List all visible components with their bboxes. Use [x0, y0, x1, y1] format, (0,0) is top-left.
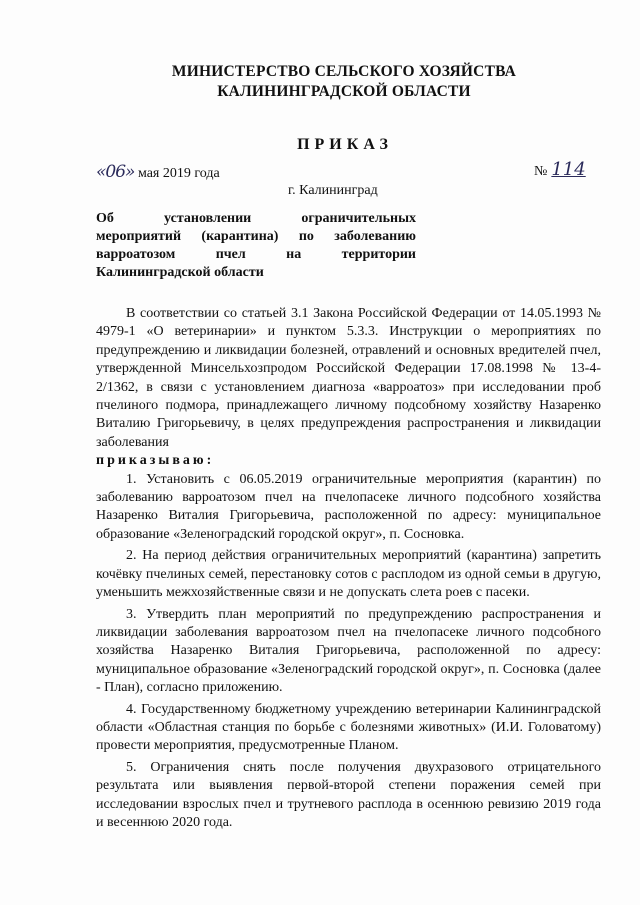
date-open-quote: «	[96, 162, 106, 182]
order-number	[534, 160, 586, 182]
date-month-year: мая 2019 года	[134, 166, 220, 181]
order-city: г. Калининград	[288, 183, 378, 198]
item-4: 4. Государственному бюджетному учреждению ветеринарии Калининградской области «Областная станция по борьбе с болезнями животных» (И.И. Головатому) провести мероприятия, предусмотренные Планом.	[96, 701, 601, 754]
decree-word: приказываю:	[96, 453, 215, 469]
number-value-handwritten: 114	[551, 159, 586, 180]
item-3: 3. Утвердить план мероприятий по предупреждению распространения и ликвидации заболевания варроатозом пчел на пчелопасеке личного подсобного хозяйства Назаренко Виталия Григорьевича, расположенной по адресу: муниципальное образование «Зеленоградский городской округ», п. Сосновка (далее - План), согласно приложению.	[96, 606, 601, 696]
date-close-quote: »	[125, 162, 135, 182]
ministry-header	[0, 62, 640, 102]
item-5: 5. Ограничения снять после получения двухразового отрицательного результата или выявления первой-второй степени поражения семей при исследовании взрослых пчел и трутневого расплода в осеннюю ревизию 2019 года и весеннюю 2020 года.	[96, 759, 601, 830]
date-day-handwritten: 06	[105, 162, 126, 182]
subject-line-2: мероприятий (карантина) по заболеванию	[96, 229, 416, 244]
order-subject	[96, 210, 416, 282]
order-title: ПРИКАЗ	[297, 136, 393, 153]
subject-line-3: варроатозом пчел на территории	[96, 247, 416, 262]
ministry-header-line-1: МИНИСТЕРСТВО СЕЛЬСКОГО ХОЗЯЙСТВА	[171, 63, 517, 80]
number-label: №	[534, 164, 548, 179]
subject-line-4: Калининградской области	[96, 265, 264, 280]
item-1: 1. Установить с 06.05.2019 ограничительные мероприятия (карантин) по заболеванию варроатозом пчел на пчелопасеке личного подсобного хозяйства Назаренко Виталия Григорьевича, расположенной по адресу: муниципальное образование «Зеленоградский городской округ», п. Сосновка.	[96, 471, 601, 542]
item-2: 2. На период действия ограничительных мероприятий (карантина) запретить кочёвку пчелиных семей, перестановку сотов с расплодом из одной семьи в другую, уменьшить межхозяйственные связи и не допускать слета роев с пасеки.	[96, 548, 601, 601]
order-date	[96, 163, 220, 183]
order-body	[96, 305, 601, 832]
ministry-header-line-2: КАЛИНИНГРАДСКОЙ ОБЛАСТИ	[217, 83, 471, 100]
subject-line-1: Об установлении ограничительных	[96, 211, 416, 226]
preamble-paragraph: В соответствии со статьей 3.1 Закона Российской Федерации от 14.05.1993 № 4979-1 «О ветеринарии» и пунктом 5.3.3. Инструкции о мероприятиях по предупреждению и ликвидации болезней, отравлений и основных вредителей пчел, утвержденной Минсельхозпродом Российской Федерации 17.08.1998 № 13-4-2/1362, в связи с установлением диагноза «варроатоз» при исследовании проб пчелиного подмора, принадлежащего личному подсобному хозяйству Назаренко Виталию Григорьевичу, в целях предупреждения распространения и ликвидации заболевания	[96, 306, 601, 450]
